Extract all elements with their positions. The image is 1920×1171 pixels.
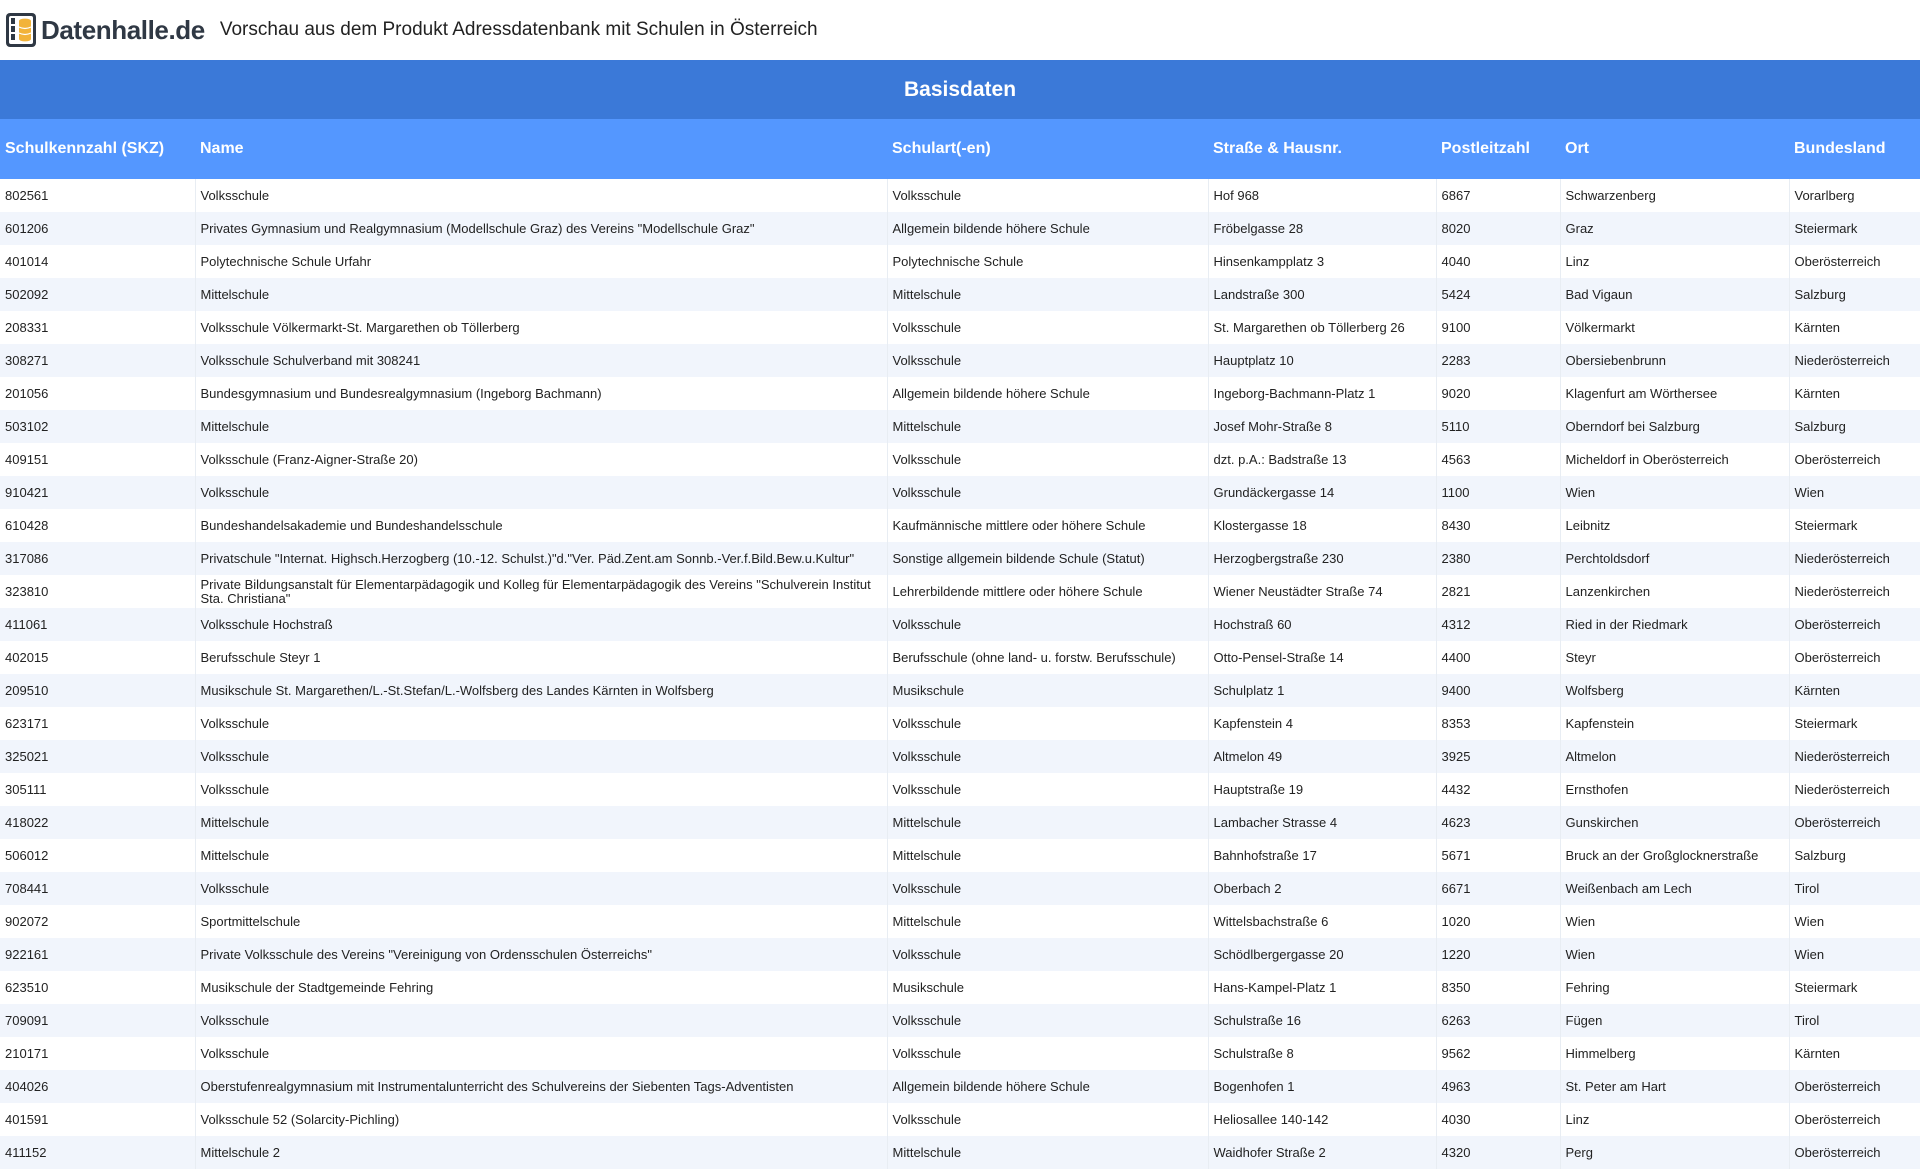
cell-postleitzahl: 1220 [1436,938,1560,971]
cell-schulart: Volksschule [887,1103,1208,1136]
cell-name: Volksschule Schulverband mit 308241 [195,344,887,377]
top-bar [0,0,1920,60]
cell-strasse: Grundäckergasse 14 [1208,476,1436,509]
column-header-bundesland[interactable]: Bundesland [1789,119,1920,179]
cell-strasse: Schödlbergergasse 20 [1208,938,1436,971]
cell-postleitzahl: 1100 [1436,476,1560,509]
cell-bundesland: Wien [1789,905,1920,938]
cell-postleitzahl: 4563 [1436,443,1560,476]
cell-bundesland: Niederösterreich [1789,773,1920,806]
cell-schulart: Volksschule [887,443,1208,476]
cell-name: Mittelschule [195,410,887,443]
cell-skz: 209510 [0,674,195,707]
table-row[interactable] [0,278,1920,311]
cell-strasse: Hochstraß 60 [1208,608,1436,641]
table-row[interactable] [0,509,1920,542]
table-row[interactable] [0,311,1920,344]
cell-schulart: Volksschule [887,1037,1208,1070]
cell-bundesland: Steiermark [1789,971,1920,1004]
cell-name: Private Volksschule des Vereins "Vereinigung von Ordensschulen Österreichs" [195,938,887,971]
cell-strasse: Ingeborg-Bachmann-Platz 1 [1208,377,1436,410]
cell-strasse: Bahnhofstraße 17 [1208,839,1436,872]
cell-ort: Linz [1560,245,1789,278]
cell-bundesland: Vorarlberg [1789,179,1920,212]
table-row[interactable] [0,443,1920,476]
cell-bundesland: Kärnten [1789,674,1920,707]
cell-schulart: Volksschule [887,773,1208,806]
cell-skz: 610428 [0,509,195,542]
cell-name: Volksschule [195,872,887,905]
cell-postleitzahl: 8020 [1436,212,1560,245]
cell-name: Volksschule [195,179,887,212]
cell-strasse: Schulstraße 8 [1208,1037,1436,1070]
cell-name: Mittelschule [195,839,887,872]
table-row[interactable] [0,641,1920,674]
cell-postleitzahl: 9400 [1436,674,1560,707]
cell-strasse: Oberbach 2 [1208,872,1436,905]
cell-name: Oberstufenrealgymnasium mit Instrumentalunterricht des Schulvereins der Siebenten Tags-Adventisten [195,1070,887,1103]
cell-bundesland: Salzburg [1789,410,1920,443]
cell-bundesland: Oberösterreich [1789,245,1920,278]
cell-name: Sportmittelschule [195,905,887,938]
cell-strasse: Hof 968 [1208,179,1436,212]
cell-name: Polytechnische Schule Urfahr [195,245,887,278]
cell-ort: Leibnitz [1560,509,1789,542]
column-header-skz[interactable]: Schulkennzahl (SKZ) [0,119,195,179]
group-header-row [0,60,1920,119]
table-row[interactable] [0,971,1920,1004]
table-row[interactable] [0,806,1920,839]
column-header-schulart[interactable]: Schulart(-en) [887,119,1208,179]
cell-ort: Wien [1560,476,1789,509]
cell-postleitzahl: 9100 [1436,311,1560,344]
cell-bundesland: Oberösterreich [1789,806,1920,839]
cell-schulart: Allgemein bildende höhere Schule [887,377,1208,410]
database-logo-icon [5,12,37,48]
cell-skz: 708441 [0,872,195,905]
cell-skz: 208331 [0,311,195,344]
table-row[interactable] [0,1136,1920,1169]
cell-ort: Obersiebenbrunn [1560,344,1789,377]
cell-skz: 601206 [0,212,195,245]
cell-skz: 317086 [0,542,195,575]
cell-strasse: Hauptplatz 10 [1208,344,1436,377]
cell-schulart: Musikschule [887,674,1208,707]
cell-strasse: Lambacher Strasse 4 [1208,806,1436,839]
cell-skz: 506012 [0,839,195,872]
cell-strasse: Klostergasse 18 [1208,509,1436,542]
cell-ort: Bruck an der Großglocknerstraße [1560,839,1789,872]
cell-postleitzahl: 4623 [1436,806,1560,839]
page-title: Vorschau aus dem Produkt Adressdatenbank mit Schulen in Österreich [219,19,818,40]
cell-schulart: Kaufmännische mittlere oder höhere Schule [887,509,1208,542]
cell-schulart: Allgemein bildende höhere Schule [887,1070,1208,1103]
cell-ort: Himmelberg [1560,1037,1789,1070]
cell-bundesland: Steiermark [1789,509,1920,542]
cell-bundesland: Wien [1789,476,1920,509]
cell-bundesland: Niederösterreich [1789,740,1920,773]
cell-name: Privates Gymnasium und Realgymnasium (Modellschule Graz) des Vereins "Modellschule Graz" [195,212,887,245]
cell-name: Volksschule [195,740,887,773]
cell-postleitzahl: 9020 [1436,377,1560,410]
cell-strasse: Waidhofer Straße 2 [1208,1136,1436,1169]
column-header-row [0,119,1920,179]
table-row[interactable] [0,476,1920,509]
cell-bundesland: Kärnten [1789,1037,1920,1070]
cell-strasse: Josef Mohr-Straße 8 [1208,410,1436,443]
table-row[interactable] [0,212,1920,245]
cell-strasse: Heliosallee 140-142 [1208,1103,1436,1136]
column-header-name[interactable]: Name [195,119,887,179]
cell-schulart: Volksschule [887,1004,1208,1037]
cell-strasse: Landstraße 300 [1208,278,1436,311]
table-row[interactable] [0,707,1920,740]
cell-skz: 401591 [0,1103,195,1136]
table-row[interactable] [0,608,1920,641]
cell-skz: 411152 [0,1136,195,1169]
cell-bundesland: Wien [1789,938,1920,971]
cell-skz: 902072 [0,905,195,938]
cell-skz: 201056 [0,377,195,410]
cell-postleitzahl: 4400 [1436,641,1560,674]
cell-ort: Perg [1560,1136,1789,1169]
cell-schulart: Volksschule [887,872,1208,905]
table-row[interactable] [0,938,1920,971]
cell-bundesland: Kärnten [1789,311,1920,344]
cell-ort: Bad Vigaun [1560,278,1789,311]
cell-schulart: Mittelschule [887,278,1208,311]
cell-schulart: Volksschule [887,707,1208,740]
cell-ort: Lanzenkirchen [1560,575,1789,608]
cell-skz: 404026 [0,1070,195,1103]
table-row[interactable] [0,1070,1920,1103]
cell-name: Mittelschule 2 [195,1136,887,1169]
cell-name: Bundesgymnasium und Bundesrealgymnasium (Ingeborg Bachmann) [195,377,887,410]
cell-ort: Graz [1560,212,1789,245]
cell-schulart: Lehrerbildende mittlere oder höhere Schule [887,575,1208,608]
cell-name: Volksschule 52 (Solarcity-Pichling) [195,1103,887,1136]
cell-postleitzahl: 6867 [1436,179,1560,212]
table-row[interactable] [0,872,1920,905]
cell-strasse: Schulstraße 16 [1208,1004,1436,1037]
cell-name: Volksschule [195,773,887,806]
cell-postleitzahl: 5671 [1436,839,1560,872]
column-header-strasse[interactable]: Straße & Hausnr. [1208,119,1436,179]
column-header-ort[interactable]: Ort [1560,119,1789,179]
cell-schulart: Polytechnische Schule [887,245,1208,278]
cell-ort: Perchtoldsdorf [1560,542,1789,575]
cell-strasse: Altmelon 49 [1208,740,1436,773]
cell-ort: Weißenbach am Lech [1560,872,1789,905]
cell-ort: Linz [1560,1103,1789,1136]
cell-bundesland: Oberösterreich [1789,443,1920,476]
cell-bundesland: Salzburg [1789,278,1920,311]
table-row[interactable] [0,344,1920,377]
cell-name: Musikschule der Stadtgemeinde Fehring [195,971,887,1004]
table-row[interactable] [0,377,1920,410]
cell-postleitzahl: 6671 [1436,872,1560,905]
cell-ort: Oberndorf bei Salzburg [1560,410,1789,443]
cell-skz: 623171 [0,707,195,740]
cell-strasse: Schulplatz 1 [1208,674,1436,707]
table-row[interactable] [0,1004,1920,1037]
cell-strasse: Fröbelgasse 28 [1208,212,1436,245]
cell-bundesland: Steiermark [1789,212,1920,245]
logo[interactable] [5,12,205,48]
cell-ort: Wien [1560,938,1789,971]
cell-bundesland: Oberösterreich [1789,1136,1920,1169]
cell-schulart: Volksschule [887,608,1208,641]
cell-bundesland: Niederösterreich [1789,344,1920,377]
cell-ort: Micheldorf in Oberösterreich [1560,443,1789,476]
schools-table [0,60,1920,1169]
cell-bundesland: Salzburg [1789,839,1920,872]
cell-skz: 308271 [0,344,195,377]
cell-ort: Wien [1560,905,1789,938]
cell-ort: Gunskirchen [1560,806,1789,839]
table-row[interactable] [0,674,1920,707]
cell-bundesland: Niederösterreich [1789,542,1920,575]
cell-ort: Fügen [1560,1004,1789,1037]
cell-postleitzahl: 6263 [1436,1004,1560,1037]
cell-name: Mittelschule [195,278,887,311]
cell-schulart: Berufsschule (ohne land- u. forstw. Berufsschule) [887,641,1208,674]
cell-postleitzahl: 2380 [1436,542,1560,575]
cell-name: Volksschule Hochstraß [195,608,887,641]
cell-schulart: Allgemein bildende höhere Schule [887,212,1208,245]
cell-postleitzahl: 5424 [1436,278,1560,311]
table-row[interactable] [0,245,1920,278]
cell-schulart: Musikschule [887,971,1208,1004]
cell-skz: 502092 [0,278,195,311]
cell-ort: St. Peter am Hart [1560,1070,1789,1103]
cell-bundesland: Niederösterreich [1789,575,1920,608]
logo-text: Datenhalle.de [41,14,205,45]
cell-ort: Fehring [1560,971,1789,1004]
cell-schulart: Volksschule [887,476,1208,509]
group-header-basisdaten: Basisdaten [0,60,1920,119]
cell-skz: 323810 [0,575,195,608]
table-row[interactable] [0,179,1920,212]
cell-schulart: Mittelschule [887,410,1208,443]
cell-postleitzahl: 4320 [1436,1136,1560,1169]
cell-ort: Ried in der Riedmark [1560,608,1789,641]
cell-name: Private Bildungsanstalt für Elementarpädagogik und Kolleg für Elementarpädagogik des Vereins "Schulverein Institut Sta. Christiana" [195,575,887,608]
cell-strasse: Wiener Neustädter Straße 74 [1208,575,1436,608]
table-row[interactable] [0,773,1920,806]
cell-schulart: Sonstige allgemein bildende Schule (Statut) [887,542,1208,575]
cell-skz: 802561 [0,179,195,212]
cell-bundesland: Tirol [1789,1004,1920,1037]
cell-postleitzahl: 8350 [1436,971,1560,1004]
cell-skz: 409151 [0,443,195,476]
cell-ort: Steyr [1560,641,1789,674]
cell-postleitzahl: 5110 [1436,410,1560,443]
cell-schulart: Volksschule [887,311,1208,344]
cell-schulart: Mittelschule [887,905,1208,938]
cell-strasse: Herzogbergstraße 230 [1208,542,1436,575]
cell-schulart: Volksschule [887,179,1208,212]
cell-schulart: Volksschule [887,938,1208,971]
cell-name: Berufsschule Steyr 1 [195,641,887,674]
table-row[interactable] [0,740,1920,773]
cell-strasse: Hinsenkampplatz 3 [1208,245,1436,278]
cell-postleitzahl: 2821 [1436,575,1560,608]
cell-schulart: Volksschule [887,344,1208,377]
cell-schulart: Mittelschule [887,1136,1208,1169]
cell-postleitzahl: 9562 [1436,1037,1560,1070]
cell-skz: 418022 [0,806,195,839]
cell-bundesland: Steiermark [1789,707,1920,740]
cell-strasse: Hans-Kampel-Platz 1 [1208,971,1436,1004]
table-row[interactable] [0,410,1920,443]
cell-name: Privatschule "Internat. Highsch.Herzogberg (10.-12. Schulst.)"d."Ver. Päd.Zent.am Sonnb.-Ver.f.Bild.Bew.u.Kultur" [195,542,887,575]
cell-postleitzahl: 1020 [1436,905,1560,938]
cell-bundesland: Oberösterreich [1789,641,1920,674]
cell-strasse: Bogenhofen 1 [1208,1070,1436,1103]
cell-skz: 401014 [0,245,195,278]
cell-name: Volksschule [195,707,887,740]
cell-ort: Altmelon [1560,740,1789,773]
cell-ort: Wolfsberg [1560,674,1789,707]
cell-name: Mittelschule [195,806,887,839]
cell-bundesland: Oberösterreich [1789,608,1920,641]
cell-ort: Ernsthofen [1560,773,1789,806]
cell-skz: 910421 [0,476,195,509]
cell-skz: 503102 [0,410,195,443]
cell-skz: 325021 [0,740,195,773]
cell-strasse: dzt. p.A.: Badstraße 13 [1208,443,1436,476]
cell-name: Volksschule [195,1037,887,1070]
cell-schulart: Mittelschule [887,839,1208,872]
cell-postleitzahl: 2283 [1436,344,1560,377]
cell-schulart: Volksschule [887,740,1208,773]
cell-strasse: Hauptstraße 19 [1208,773,1436,806]
cell-name: Bundeshandelsakademie und Bundeshandelsschule [195,509,887,542]
cell-ort: Völkermarkt [1560,311,1789,344]
cell-strasse: St. Margarethen ob Töllerberg 26 [1208,311,1436,344]
cell-postleitzahl: 8430 [1436,509,1560,542]
cell-skz: 623510 [0,971,195,1004]
cell-bundesland: Oberösterreich [1789,1103,1920,1136]
cell-bundesland: Oberösterreich [1789,1070,1920,1103]
table-body [0,179,1920,1169]
cell-skz: 922161 [0,938,195,971]
table-row[interactable] [0,542,1920,575]
table-row[interactable] [0,905,1920,938]
cell-skz: 411061 [0,608,195,641]
cell-postleitzahl: 3925 [1436,740,1560,773]
cell-postleitzahl: 4963 [1436,1070,1560,1103]
cell-name: Volksschule [195,1004,887,1037]
cell-postleitzahl: 4030 [1436,1103,1560,1136]
table-row[interactable] [0,1103,1920,1136]
cell-ort: Schwarzenberg [1560,179,1789,212]
cell-postleitzahl: 4432 [1436,773,1560,806]
table-row[interactable] [0,839,1920,872]
cell-strasse: Kapfenstein 4 [1208,707,1436,740]
cell-postleitzahl: 8353 [1436,707,1560,740]
cell-skz: 709091 [0,1004,195,1037]
column-header-postleitzahl[interactable]: Postleitzahl [1436,119,1560,179]
cell-postleitzahl: 4040 [1436,245,1560,278]
cell-skz: 210171 [0,1037,195,1070]
table-row[interactable] [0,575,1920,608]
cell-name: Musikschule St. Margarethen/L.-St.Stefan/L.-Wolfsberg des Landes Kärnten in Wolfsberg [195,674,887,707]
cell-strasse: Otto-Pensel-Straße 14 [1208,641,1436,674]
cell-schulart: Mittelschule [887,806,1208,839]
cell-ort: Klagenfurt am Wörthersee [1560,377,1789,410]
cell-bundesland: Tirol [1789,872,1920,905]
cell-bundesland: Kärnten [1789,377,1920,410]
cell-name: Volksschule Völkermarkt-St. Margarethen ob Töllerberg [195,311,887,344]
cell-skz: 305111 [0,773,195,806]
table-row[interactable] [0,1037,1920,1070]
cell-name: Volksschule (Franz-Aigner-Straße 20) [195,443,887,476]
cell-skz: 402015 [0,641,195,674]
cell-name: Volksschule [195,476,887,509]
cell-strasse: Wittelsbachstraße 6 [1208,905,1436,938]
cell-ort: Kapfenstein [1560,707,1789,740]
cell-postleitzahl: 4312 [1436,608,1560,641]
